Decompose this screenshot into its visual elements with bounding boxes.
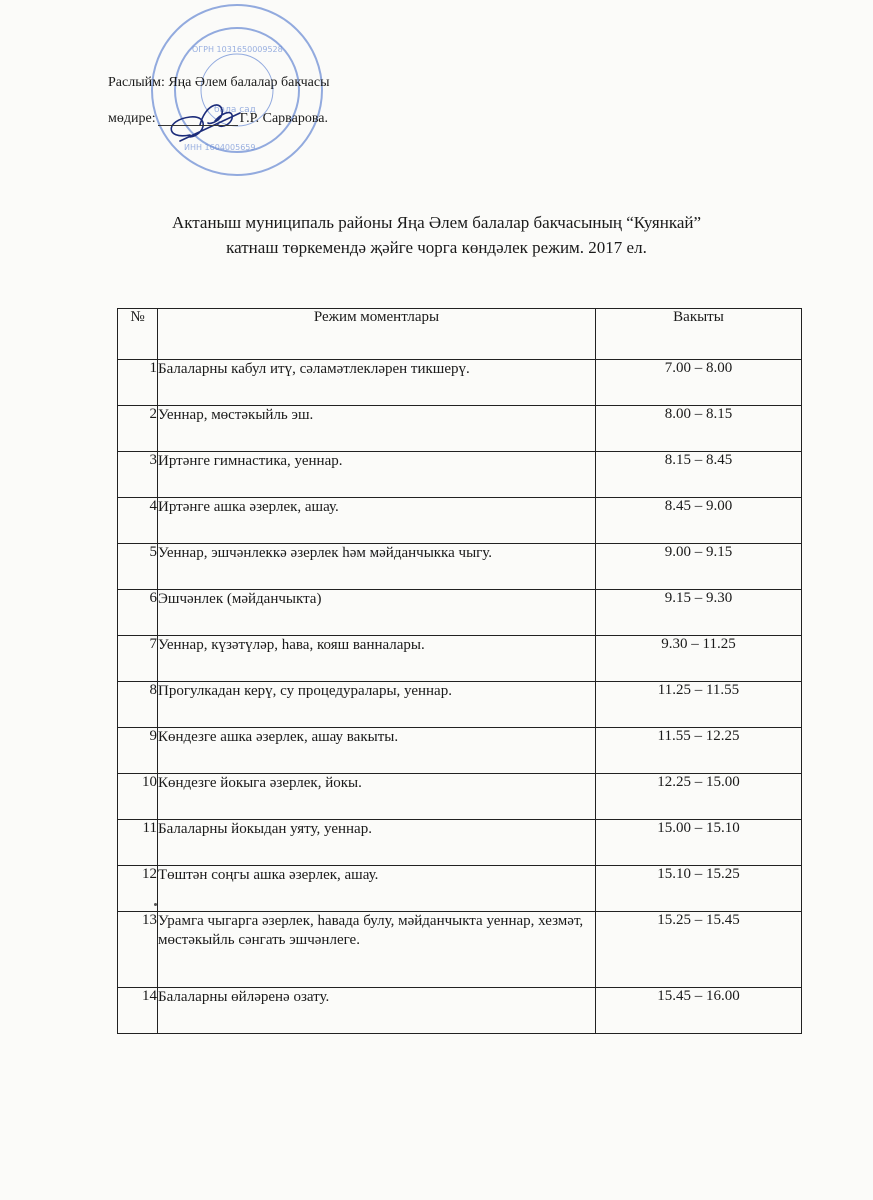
director-label: мөдире: — [108, 111, 156, 126]
row-time: 11.55 – 12.25 — [596, 728, 802, 774]
table-row — [118, 988, 802, 1034]
header-number: № — [118, 309, 158, 360]
row-number: 4 — [118, 498, 158, 544]
row-number: 5 — [118, 544, 158, 590]
row-moment: Балаларны өйләренә озату. — [158, 988, 596, 1034]
table-row — [118, 544, 802, 590]
row-number: 1 — [118, 360, 158, 406]
row-moment: Балаларны кабул итү, сәламәтлекләрен тикшерү. — [158, 360, 596, 406]
header-moments: Режим моментлары — [158, 309, 596, 360]
row-moment: Уеннар, мөстәкыйль эш. — [158, 406, 596, 452]
table-row — [118, 774, 802, 820]
row-number: 8 — [118, 682, 158, 728]
organization-stamp — [142, 0, 332, 180]
row-number: 2 — [118, 406, 158, 452]
row-time: 8.15 – 8.45 — [596, 452, 802, 498]
row-time: 15.45 – 16.00 — [596, 988, 802, 1034]
document-title — [0, 210, 873, 260]
row-number: 10 — [118, 774, 158, 820]
row-number: 14 — [118, 988, 158, 1034]
header-time: Вакыты — [596, 309, 802, 360]
schedule-table — [117, 308, 802, 1034]
title-line-2: катнаш төркемендә җәйге чорга көндәлек режим. 2017 ел. — [226, 238, 647, 257]
row-moment: Иртәнге ашка әзерлек, ашау. — [158, 498, 596, 544]
row-time: 9.30 – 11.25 — [596, 636, 802, 682]
stamp-text-center: бала сад — [214, 105, 256, 115]
row-number: 3 — [118, 452, 158, 498]
row-moment: Төштән соңгы ашка әзерлек, ашау. — [158, 866, 596, 912]
table-row — [118, 590, 802, 636]
table-row — [118, 866, 802, 912]
row-time: 12.25 – 15.00 — [596, 774, 802, 820]
director-name: Г.Р. Сарварова. — [239, 111, 328, 126]
scan-speck — [154, 903, 157, 906]
approval-line: Раслыйм: Яңа Әлем балалар бакчасы — [108, 75, 330, 90]
table-row — [118, 728, 802, 774]
row-moment: Эшчәнлек (мәйданчыкта) — [158, 590, 596, 636]
row-number: 7 — [118, 636, 158, 682]
row-moment: Көндезге ашка әзерлек, ашау вакыты. — [158, 728, 596, 774]
row-time: 8.00 – 8.15 — [596, 406, 802, 452]
table-row — [118, 636, 802, 682]
row-time: 8.45 – 9.00 — [596, 498, 802, 544]
row-number: 9 — [118, 728, 158, 774]
table-row — [118, 682, 802, 728]
table-row — [118, 820, 802, 866]
table-row — [118, 498, 802, 544]
stamp-text-top: ОГРН 1031650009528 — [192, 45, 283, 54]
title-line-1: Актаныш муниципаль районы Яңа Әлем балалар бакчасының “Куянкай” — [171, 213, 702, 232]
director-line — [108, 112, 328, 126]
row-time: 9.15 – 9.30 — [596, 590, 802, 636]
row-time: 15.25 – 15.45 — [596, 912, 802, 988]
row-moment: Балаларны йокыдан уяту, уеннар. — [158, 820, 596, 866]
row-moment: Прогулкадан керү, су процедуралары, уеннар. — [158, 682, 596, 728]
table-header-row — [118, 309, 802, 360]
row-moment: Уеннар, эшчәнлеккә әзерлек һәм мәйданчыкка чыгу. — [158, 544, 596, 590]
table-row — [118, 912, 802, 988]
table-row — [118, 360, 802, 406]
row-moment: Иртәнге гимнастика, уеннар. — [158, 452, 596, 498]
row-number: 12 — [118, 866, 158, 912]
row-number: 6 — [118, 590, 158, 636]
row-number: 11 — [118, 820, 158, 866]
table-row — [118, 452, 802, 498]
row-moment: Көндезге йокыга әзерлек, йокы. — [158, 774, 596, 820]
signature-underline — [158, 125, 238, 126]
row-moment: Урамга чыгарга әзерлек, һавада булу, мәйданчыкта уеннар, хезмәт, мөстәкыйль сәнгать эшчәнлеге. — [158, 912, 596, 988]
row-time: 15.10 – 15.25 — [596, 866, 802, 912]
row-moment: Уеннар, күзәтүләр, һава, кояш ванналары. — [158, 636, 596, 682]
stamp-text-mid: ИНН 1604005659 — [184, 143, 256, 152]
row-number: 13 — [118, 912, 158, 988]
row-time: 7.00 – 8.00 — [596, 360, 802, 406]
table-row — [118, 406, 802, 452]
row-time: 15.00 – 15.10 — [596, 820, 802, 866]
row-time: 11.25 – 11.55 — [596, 682, 802, 728]
row-time: 9.00 – 9.15 — [596, 544, 802, 590]
